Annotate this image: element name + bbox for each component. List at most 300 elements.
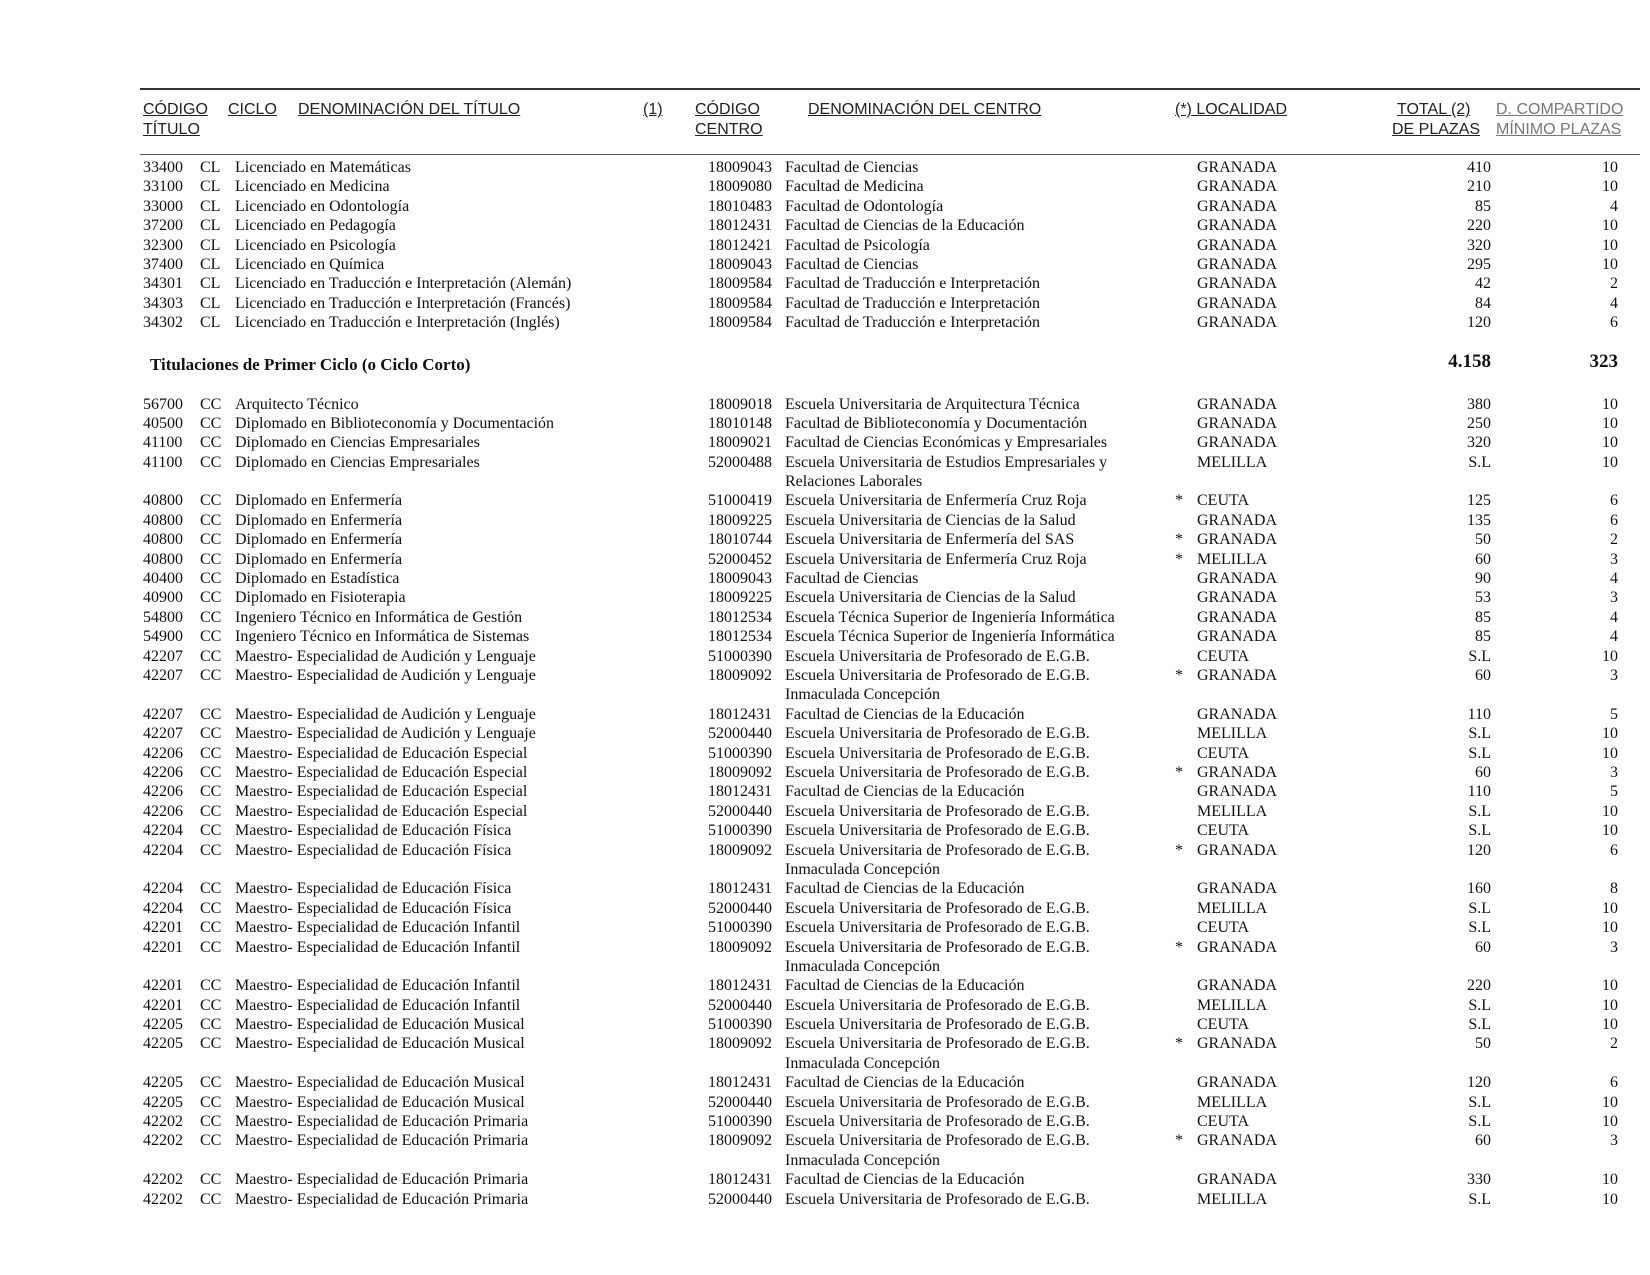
denominacion-centro-cell: Facultad de Ciencias de la Educación <box>785 1074 1025 1092</box>
codigo-centro-cell: 18009018 <box>708 395 772 413</box>
table-row <box>0 763 1650 782</box>
codigo-centro-cell: 52000452 <box>708 550 772 568</box>
table-row <box>0 216 1650 235</box>
total-plazas-cell: S.L <box>1468 744 1491 762</box>
minimo-plazas-cell: 6 <box>1610 841 1618 859</box>
table-row <box>0 724 1650 743</box>
codigo-centro-cell: 18009092 <box>708 667 772 684</box>
titulo-cell: Ingeniero Técnico en Informática de Sistemas <box>235 628 530 646</box>
codigo-titulo-cell: 40800 <box>143 511 183 529</box>
minimo-plazas-cell: 10 <box>1602 255 1618 273</box>
titulo-cell: Licenciado en Medicina <box>235 178 390 196</box>
minimo-plazas-cell: 10 <box>1602 802 1618 820</box>
total-plazas-cell: 135 <box>1467 511 1491 529</box>
table-row <box>0 996 1650 1015</box>
localidad-cell: GRANADA <box>1197 414 1277 432</box>
titulo-cell: Maestro- Especialidad de Educación Primaria <box>235 1190 529 1208</box>
codigo-titulo-cell: 42204 <box>143 822 183 840</box>
codigo-centro-cell: 18009584 <box>708 294 772 312</box>
codigo-centro-cell: 51000419 <box>708 492 772 510</box>
minimo-plazas-cell: 4 <box>1610 570 1618 588</box>
titulo-cell: Diplomado en Enfermería <box>235 531 403 549</box>
table-row <box>0 899 1650 918</box>
total-plazas-cell: 90 <box>1475 570 1491 588</box>
localidad-cell: MELILLA <box>1197 550 1268 568</box>
minimo-plazas-cell: 10 <box>1602 977 1618 995</box>
table-row <box>0 414 1650 433</box>
table-row <box>0 453 1650 492</box>
codigo-centro-cell: 18010483 <box>708 197 772 215</box>
total-plazas-cell: 380 <box>1467 395 1491 413</box>
table-row <box>0 433 1650 452</box>
header-localidad: (*) LOCALIDAD <box>1175 101 1288 118</box>
minimo-plazas-cell: 8 <box>1610 880 1618 898</box>
codigo-titulo-cell: 42201 <box>143 938 183 956</box>
total-plazas-cell: 320 <box>1467 236 1491 254</box>
localidad-cell: GRANADA <box>1197 938 1277 956</box>
codigo-centro-cell: 52000440 <box>708 1093 772 1111</box>
codigo-titulo-cell: 42205 <box>143 1074 183 1092</box>
total-plazas-cell: 60 <box>1475 667 1491 684</box>
minimo-plazas-cell: 4 <box>1610 628 1618 646</box>
codigo-titulo-cell: 33400 <box>143 159 183 176</box>
titulo-cell: Diplomado en Ciencias Empresariales <box>235 453 480 471</box>
titulo-cell: Diplomado en Estadística <box>235 570 400 588</box>
total-plazas-cell: 110 <box>1467 705 1491 723</box>
denominacion-centro-cell: Facultad de Traducción e Interpretación <box>785 314 1041 332</box>
codigo-titulo-cell: 41100 <box>143 453 183 471</box>
total-plazas-cell: 60 <box>1475 938 1491 956</box>
asterisco-cell: * <box>1175 1035 1183 1053</box>
codigo-centro-cell: 18012431 <box>708 783 772 801</box>
table-row <box>0 197 1650 216</box>
localidad-cell: GRANADA <box>1197 977 1277 995</box>
titulo-cell: Maestro- Especialidad de Educación Especial <box>235 783 528 801</box>
header-total: TOTAL (2) <box>1397 101 1471 118</box>
codigo-centro-cell: 52000440 <box>708 1190 772 1208</box>
ciclo-cell: CC <box>200 996 222 1014</box>
titulo-cell: Maestro- Especialidad de Educación Infantil <box>235 919 521 937</box>
denominacion-centro-cell: Escuela Universitaria de Profesorado de E.G.B. Inmaculada Concepción <box>785 841 1090 878</box>
codigo-centro-cell: 18012431 <box>708 977 772 995</box>
ciclo-cell: CC <box>200 977 222 995</box>
minimo-plazas-cell: 10 <box>1602 434 1618 452</box>
table-row <box>0 1170 1650 1189</box>
denominacion-centro-cell: Escuela Universitaria de Profesorado de E.G.B. <box>785 1113 1090 1131</box>
titulo-cell: Licenciado en Pedagogía <box>235 217 396 235</box>
titulo-cell: Maestro- Especialidad de Audición y Lenguaje <box>235 647 536 665</box>
denominacion-centro-cell: Escuela Universitaria de Arquitectura Técnica <box>785 395 1080 413</box>
table-body <box>0 158 1650 1209</box>
section-minimo-plazas: 323 <box>1589 350 1618 372</box>
titulo-cell: Maestro- Especialidad de Audición y Lenguaje <box>235 667 536 684</box>
ciclo-cell: CC <box>200 880 222 898</box>
total-plazas-cell: S.L <box>1468 899 1491 917</box>
codigo-centro-cell: 18009043 <box>708 255 772 273</box>
titulo-cell: Maestro- Especialidad de Educación Física <box>235 880 512 898</box>
localidad-cell: GRANADA <box>1197 763 1277 781</box>
table-row <box>0 274 1650 293</box>
total-plazas-cell: 53 <box>1475 589 1491 607</box>
localidad-cell: GRANADA <box>1197 236 1277 254</box>
codigo-centro-cell: 18012534 <box>708 628 772 646</box>
ciclo-cell: CC <box>200 570 222 588</box>
table-row <box>0 1112 1650 1131</box>
codigo-centro-cell: 52000440 <box>708 899 772 917</box>
denominacion-centro-cell: Facultad de Ciencias Económicas y Empresariales <box>785 434 1108 452</box>
codigo-titulo-cell: 42206 <box>143 744 183 762</box>
minimo-plazas-cell: 10 <box>1602 996 1618 1014</box>
total-plazas-cell: 120 <box>1467 1074 1491 1092</box>
table-row <box>0 705 1650 724</box>
table-row <box>0 841 1650 880</box>
denominacion-centro-cell: Facultad de Ciencias de la Educación <box>785 705 1025 723</box>
codigo-titulo-cell: 33000 <box>143 197 183 215</box>
codigo-titulo-cell: 42202 <box>143 1113 183 1131</box>
titulo-cell: Maestro- Especialidad de Audición y Lenguaje <box>235 705 536 723</box>
codigo-centro-cell: 18012421 <box>708 236 772 254</box>
minimo-plazas-cell: 10 <box>1602 414 1618 432</box>
ciclo-cell: CC <box>200 395 222 413</box>
denominacion-centro-cell: Escuela Universitaria de Profesorado de E.G.B. <box>785 822 1090 840</box>
titulo-cell: Diplomado en Ciencias Empresariales <box>235 434 480 452</box>
minimo-plazas-cell: 10 <box>1602 159 1618 176</box>
minimo-plazas-cell: 10 <box>1602 725 1618 743</box>
total-plazas-cell: S.L <box>1468 822 1491 840</box>
denominacion-centro-cell: Escuela Universitaria de Profesorado de E.G.B. <box>785 1190 1090 1208</box>
total-plazas-cell: 85 <box>1475 608 1491 626</box>
table-row <box>0 627 1650 646</box>
codigo-titulo-cell: 42202 <box>143 1132 183 1150</box>
total-plazas-cell: 160 <box>1467 880 1491 898</box>
codigo-titulo-cell: 56700 <box>143 395 183 413</box>
codigo-titulo-cell: 42205 <box>143 1016 183 1034</box>
minimo-plazas-cell: 10 <box>1602 217 1618 235</box>
denominacion-centro-cell: Facultad de Ciencias de la Educación <box>785 217 1025 235</box>
localidad-cell: CEUTA <box>1197 822 1250 840</box>
codigo-titulo-cell: 40400 <box>143 570 183 588</box>
table-row <box>0 666 1650 705</box>
codigo-centro-cell: 51000390 <box>708 1016 772 1034</box>
localidad-cell: MELILLA <box>1197 1190 1268 1208</box>
localidad-cell: GRANADA <box>1197 434 1277 452</box>
total-plazas-cell: 110 <box>1467 783 1491 801</box>
codigo-titulo-cell: 33100 <box>143 178 183 196</box>
header-compartido: D. COMPARTIDO <box>1496 101 1624 118</box>
titulo-cell: Maestro- Especialidad de Educación Física <box>235 841 512 859</box>
codigo-centro-cell: 51000390 <box>708 919 772 937</box>
codigo-titulo-cell: 42202 <box>143 1171 183 1189</box>
localidad-cell: GRANADA <box>1197 880 1277 898</box>
total-plazas-cell: S.L <box>1468 1093 1491 1111</box>
table-row <box>0 1015 1650 1034</box>
minimo-plazas-cell: 10 <box>1602 1093 1618 1111</box>
codigo-titulo-cell: 40800 <box>143 492 183 510</box>
denominacion-centro-cell: Facultad de Traducción e Interpretación <box>785 294 1041 312</box>
total-plazas-cell: 50 <box>1475 1035 1491 1053</box>
total-plazas-cell: 295 <box>1467 255 1491 273</box>
total-plazas-cell: 125 <box>1467 492 1491 510</box>
total-plazas-cell: S.L <box>1468 1113 1491 1131</box>
asterisco-cell: * <box>1175 841 1183 859</box>
localidad-cell: MELILLA <box>1197 899 1268 917</box>
localidad-cell: GRANADA <box>1197 841 1277 859</box>
denominacion-centro-cell: Escuela Universitaria de Estudios Empresariales y Relaciones Laborales <box>785 453 1108 491</box>
denominacion-centro-cell: Facultad de Ciencias de la Educación <box>785 977 1025 995</box>
minimo-plazas-cell: 2 <box>1610 1035 1618 1053</box>
asterisco-cell: * <box>1175 492 1183 510</box>
section-title: Titulaciones de Primer Ciclo (o Ciclo Corto) <box>150 354 471 374</box>
codigo-titulo-cell: 42207 <box>143 667 183 684</box>
minimo-plazas-cell: 10 <box>1602 178 1618 196</box>
codigo-centro-cell: 18010148 <box>708 414 772 432</box>
codigo-titulo-cell: 42201 <box>143 996 183 1014</box>
table-row <box>0 550 1650 569</box>
codigo-titulo-cell: 42204 <box>143 841 183 859</box>
minimo-plazas-cell: 10 <box>1602 919 1618 937</box>
denominacion-centro-cell: Escuela Universitaria de Profesorado de E.G.B. <box>785 1016 1090 1034</box>
codigo-titulo-cell: 34302 <box>143 314 183 332</box>
codigo-titulo-cell: 54800 <box>143 608 183 626</box>
denominacion-centro-cell: Facultad de Ciencias de la Educación <box>785 783 1025 801</box>
ciclo-cell: CC <box>200 550 222 568</box>
titulo-cell: Ingeniero Técnico en Informática de Gestión <box>235 608 523 626</box>
denominacion-centro-cell: Escuela Universitaria de Enfermería Cruz Roja <box>785 550 1087 568</box>
total-plazas-cell: 85 <box>1475 628 1491 646</box>
codigo-titulo-cell: 42202 <box>143 1190 183 1208</box>
codigo-titulo-cell: 40800 <box>143 531 183 549</box>
table-row <box>0 255 1650 274</box>
titulo-cell: Diplomado en Enfermería <box>235 511 403 529</box>
titulo-cell: Maestro- Especialidad de Educación Infantil <box>235 996 521 1014</box>
denominacion-centro-cell: Escuela Universitaria de Profesorado de E.G.B. <box>785 1093 1090 1111</box>
codigo-titulo-cell: 42206 <box>143 783 183 801</box>
table-row <box>0 938 1650 977</box>
total-plazas-cell: 210 <box>1467 178 1491 196</box>
minimo-plazas-cell: 10 <box>1602 395 1618 413</box>
localidad-cell: GRANADA <box>1197 705 1277 723</box>
ciclo-cell: CC <box>200 1074 222 1092</box>
table-row <box>0 158 1650 177</box>
codigo-titulo-cell: 37400 <box>143 255 183 273</box>
codigo-titulo-cell: 42207 <box>143 647 183 665</box>
localidad-cell: GRANADA <box>1197 531 1277 549</box>
denominacion-centro-cell: Facultad de Traducción e Interpretación <box>785 275 1041 293</box>
codigo-centro-cell: 18009092 <box>708 1132 772 1150</box>
denominacion-centro-cell: Facultad de Ciencias de la Educación <box>785 880 1025 898</box>
titulo-cell: Licenciado en Traducción e Interpretación (Francés) <box>235 294 571 312</box>
localidad-cell: MELILLA <box>1197 725 1268 743</box>
codigo-titulo-cell: 42206 <box>143 802 183 820</box>
table-row <box>0 918 1650 937</box>
table-row <box>0 821 1650 840</box>
codigo-titulo-cell: 42207 <box>143 705 183 723</box>
titulo-cell: Maestro- Especialidad de Educación Infantil <box>235 977 521 995</box>
denominacion-centro-cell: Escuela Universitaria de Profesorado de E.G.B. Inmaculada Concepción <box>785 667 1090 704</box>
localidad-cell: GRANADA <box>1197 197 1277 215</box>
localidad-cell: GRANADA <box>1197 294 1277 312</box>
localidad-cell: MELILLA <box>1197 996 1268 1014</box>
codigo-centro-cell: 18009225 <box>708 589 772 607</box>
codigo-centro-cell: 18009043 <box>708 159 772 176</box>
table-row <box>0 588 1650 607</box>
table-row <box>0 530 1650 549</box>
asterisco-cell: * <box>1175 938 1183 956</box>
total-plazas-cell: S.L <box>1468 1016 1491 1034</box>
ciclo-cell: CC <box>200 1132 222 1150</box>
localidad-cell: MELILLA <box>1197 802 1268 820</box>
localidad-cell: CEUTA <box>1197 744 1250 762</box>
ciclo-cell: CC <box>200 608 222 626</box>
table-row <box>0 313 1650 332</box>
titulo-cell: Diplomado en Fisioterapia <box>235 589 406 607</box>
codigo-centro-cell: 51000390 <box>708 744 772 762</box>
codigo-titulo-cell: 42206 <box>143 763 183 781</box>
minimo-plazas-cell: 2 <box>1610 275 1618 293</box>
codigo-centro-cell: 18012431 <box>708 705 772 723</box>
titulo-cell: Maestro- Especialidad de Educación Primaria <box>235 1171 529 1189</box>
denominacion-centro-cell: Escuela Universitaria de Enfermería del SAS <box>785 531 1075 549</box>
denominacion-centro-cell: Facultad de Odontología <box>785 197 944 215</box>
titulo-cell: Diplomado en Enfermería <box>235 550 403 568</box>
total-plazas-cell: S.L <box>1468 802 1491 820</box>
codigo-centro-cell: 18009021 <box>708 434 772 452</box>
denominacion-centro-cell: Escuela Universitaria de Profesorado de E.G.B. <box>785 899 1090 917</box>
ciclo-cell: CC <box>200 744 222 762</box>
localidad-cell: GRANADA <box>1197 511 1277 529</box>
denominacion-centro-cell: Escuela Universitaria de Profesorado de E.G.B. <box>785 725 1090 743</box>
ciclo-cell: CC <box>200 899 222 917</box>
minimo-plazas-cell: 10 <box>1602 822 1618 840</box>
ciclo-cell: CC <box>200 783 222 801</box>
section-total-plazas: 4.158 <box>1448 350 1491 372</box>
codigo-centro-cell: 18009092 <box>708 763 772 781</box>
denominacion-centro-cell: Escuela Técnica Superior de Ingeniería Informática <box>785 608 1115 626</box>
ciclo-cell: CC <box>200 1093 222 1111</box>
total-plazas-cell: S.L <box>1468 1190 1491 1208</box>
table-row <box>0 879 1650 898</box>
denominacion-centro-cell: Facultad de Psicología <box>785 236 930 254</box>
ciclo-cell: CC <box>200 434 222 452</box>
asterisco-cell: * <box>1175 531 1183 549</box>
minimo-plazas-cell: 5 <box>1610 783 1618 801</box>
codigo-titulo-cell: 54900 <box>143 628 183 646</box>
codigo-titulo-cell: 40500 <box>143 414 183 432</box>
denominacion-centro-cell: Escuela Universitaria de Profesorado de E.G.B. Inmaculada Concepción <box>785 1132 1090 1169</box>
header-ciclo: CICLO <box>228 101 277 118</box>
codigo-centro-cell: 18009092 <box>708 1035 772 1053</box>
asterisco-cell: * <box>1175 1132 1183 1150</box>
codigo-titulo-cell: 32300 <box>143 236 183 254</box>
localidad-cell: MELILLA <box>1197 1093 1268 1111</box>
codigo-centro-cell: 18009225 <box>708 511 772 529</box>
table-row <box>0 395 1650 414</box>
ciclo-cell: CL <box>200 159 221 176</box>
total-plazas-cell: 60 <box>1475 550 1491 568</box>
denominacion-centro-cell: Escuela Universitaria de Profesorado de E.G.B. Inmaculada Concepción <box>785 938 1090 975</box>
table-row <box>0 1131 1650 1170</box>
localidad-cell: GRANADA <box>1197 667 1277 684</box>
table-row <box>0 782 1650 801</box>
total-plazas-cell: 120 <box>1467 841 1491 859</box>
total-plazas-cell: 84 <box>1475 294 1491 312</box>
localidad-cell: CEUTA <box>1197 1113 1250 1131</box>
denominacion-centro-cell: Facultad de Ciencias <box>785 570 919 588</box>
ciclo-cell: CC <box>200 453 222 471</box>
denominacion-centro-cell: Escuela Universitaria de Profesorado de E.G.B. <box>785 744 1090 762</box>
minimo-plazas-cell: 3 <box>1610 550 1618 568</box>
titulo-cell: Maestro- Especialidad de Educación Física <box>235 899 512 917</box>
ciclo-cell: CC <box>200 763 222 781</box>
codigo-titulo-cell: 40800 <box>143 550 183 568</box>
titulo-cell: Licenciado en Matemáticas <box>235 159 411 176</box>
titulo-cell: Maestro- Especialidad de Educación Musical <box>235 1016 525 1034</box>
localidad-cell: GRANADA <box>1197 159 1277 176</box>
minimo-plazas-cell: 10 <box>1602 744 1618 762</box>
ciclo-cell: CL <box>200 217 221 235</box>
localidad-cell: GRANADA <box>1197 608 1277 626</box>
ciclo-cell: CC <box>200 822 222 840</box>
ciclo-cell: CC <box>200 589 222 607</box>
denominacion-centro-cell: Escuela Técnica Superior de Ingeniería Informática <box>785 628 1115 646</box>
minimo-plazas-cell: 3 <box>1610 667 1618 684</box>
localidad-cell: GRANADA <box>1197 255 1277 273</box>
ciclo-cell: CC <box>200 414 222 432</box>
denominacion-centro-cell: Facultad de Biblioteconomía y Documentación <box>785 414 1088 432</box>
localidad-cell: GRANADA <box>1197 783 1277 801</box>
ciclo-cell: CC <box>200 647 222 665</box>
codigo-centro-cell: 51000390 <box>708 647 772 665</box>
minimo-plazas-cell: 3 <box>1610 938 1618 956</box>
titulo-cell: Diplomado en Enfermería <box>235 492 403 510</box>
ciclo-cell: CC <box>200 725 222 743</box>
localidad-cell: GRANADA <box>1197 395 1277 413</box>
minimo-plazas-cell: 6 <box>1610 314 1618 332</box>
ciclo-cell: CC <box>200 1035 222 1053</box>
table-row <box>0 1190 1650 1209</box>
denominacion-centro-cell: Facultad de Medicina <box>785 178 924 196</box>
minimo-plazas-cell: 6 <box>1610 511 1618 529</box>
localidad-cell: CEUTA <box>1197 492 1250 510</box>
minimo-plazas-cell: 4 <box>1610 294 1618 312</box>
ciclo-cell: CL <box>200 294 221 312</box>
localidad-cell: GRANADA <box>1197 1132 1277 1150</box>
ciclo-cell: CC <box>200 919 222 937</box>
minimo-plazas-cell: 4 <box>1610 608 1618 626</box>
localidad-cell: GRANADA <box>1197 1035 1277 1053</box>
ciclo-cell: CL <box>200 255 221 273</box>
table-row <box>0 647 1650 666</box>
ciclo-cell: CC <box>200 1171 222 1189</box>
localidad-cell: CEUTA <box>1197 1016 1250 1034</box>
codigo-centro-cell: 51000390 <box>708 822 772 840</box>
titulo-cell: Arquitecto Técnico <box>235 395 359 413</box>
ciclo-cell: CC <box>200 1190 222 1208</box>
denominacion-centro-cell: Escuela Universitaria de Profesorado de E.G.B. <box>785 996 1090 1014</box>
localidad-cell: GRANADA <box>1197 178 1277 196</box>
minimo-plazas-cell: 3 <box>1610 589 1618 607</box>
table-row <box>0 1073 1650 1092</box>
minimo-plazas-cell: 3 <box>1610 763 1618 781</box>
localidad-cell: GRANADA <box>1197 314 1277 332</box>
total-plazas-cell: S.L <box>1468 919 1491 937</box>
codigo-centro-cell: 18010744 <box>708 531 772 549</box>
header-codigo-centro-2: CENTRO <box>695 121 763 138</box>
codigo-titulo-cell: 41100 <box>143 434 183 452</box>
titulo-cell: Maestro- Especialidad de Educación Musical <box>235 1035 525 1053</box>
codigo-titulo-cell: 42207 <box>143 725 183 743</box>
denominacion-centro-cell: Facultad de Ciencias de la Educación <box>785 1171 1025 1189</box>
